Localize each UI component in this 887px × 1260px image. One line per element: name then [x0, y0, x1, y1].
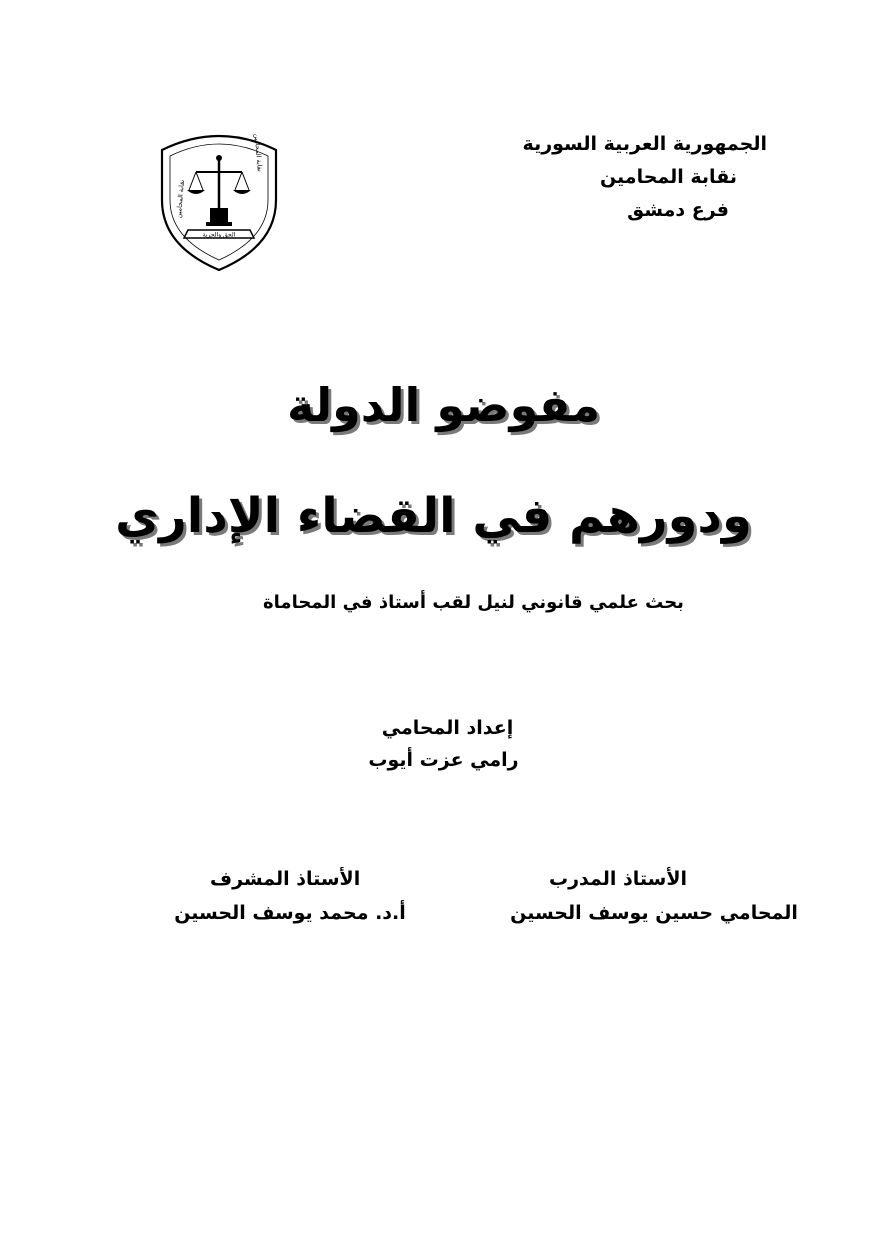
- supervisor-label: الأستاذ المشرف: [210, 868, 361, 890]
- subtitle: بحث علمي قانوني لنيل لقب أستاذ في المحاماة: [263, 592, 684, 613]
- supervisor-name: أ.د. محمد يوسف الحسين: [174, 902, 406, 924]
- trainer-name: المحامي حسين يوسف الحسين: [510, 902, 798, 924]
- organization-header: [467, 128, 767, 227]
- title-line-2: ودورهم في القضاء الإداري: [115, 488, 752, 544]
- author-name: رامي عزت أيوب: [368, 749, 519, 771]
- svg-text:نقابة المحامين: نقابة المحامين: [174, 179, 186, 219]
- svg-text:نقابة المحامين: نقابة المحامين: [252, 133, 264, 173]
- branch-name: فرع دمشق: [627, 199, 729, 221]
- bar-association-shield-icon: [158, 128, 280, 273]
- svg-text:الحق والحرية: الحق والحرية: [202, 231, 236, 239]
- trainer-label: الأستاذ المدرب: [549, 868, 687, 890]
- supervisor-block: [160, 862, 420, 930]
- prepared-by-block: [0, 712, 887, 776]
- syndicate-name: نقابة المحامين: [599, 166, 737, 188]
- title-line-1: مفوضو الدولة: [286, 378, 601, 432]
- trainer-block: [509, 862, 799, 930]
- prepared-by-label: إعداد المحامي: [381, 717, 514, 739]
- country-name: الجمهورية العربية السورية: [522, 133, 767, 155]
